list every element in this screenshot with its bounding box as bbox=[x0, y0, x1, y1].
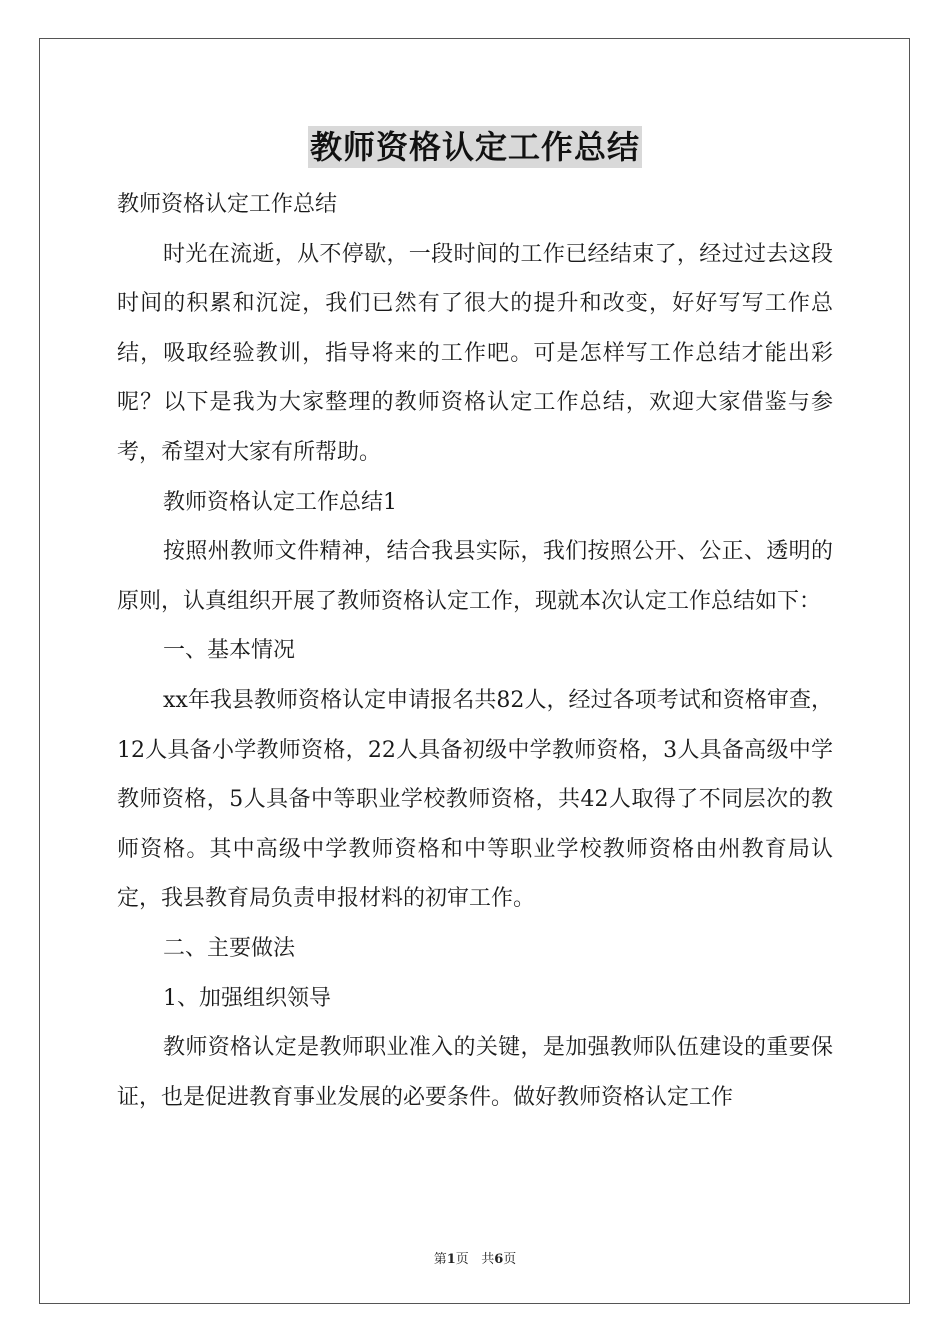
document-title: 教师资格认定工作总结 bbox=[309, 128, 640, 166]
total-pages: 6 bbox=[494, 1252, 504, 1267]
section-heading: 二、主要做法 bbox=[163, 935, 296, 961]
total-label-prefix: 共 bbox=[481, 1252, 495, 1267]
paragraph: 按照州教师文件精神，结合我县实际，我们按照公开、公正、透明的原则，认真组织开展了教师资格认定工作，现就本次认定工作总结如下： bbox=[117, 539, 833, 614]
title-container bbox=[0, 126, 950, 168]
paragraph: 教师资格认定工作总结 bbox=[117, 192, 338, 217]
paragraph: xx年我县教师资格认定申请报名共82人，经过各项考试和资格审查，12人具备小学教师资格，22人具备初级中学教师资格，3人具备高级中学教师资格，5人具备中等职业学校教师资格，共42人取得了不同层次的教师资格。其中高级中学教师资格和中等职业学校教师资格由州教育局认定，我县教育局负责申报材料的初审工作。 bbox=[117, 687, 833, 912]
page-number: 1 bbox=[446, 1252, 456, 1267]
paragraph: 时光在流逝，从不停歇，一段时间的工作已经结束了，经过过去这段时间的积累和沉淀，我们已然有了很大的提升和改变，好好写写工作总结，吸取经验教训，指导将来的工作吧。可是怎样写工作总结才能出彩呢？以下是我为大家整理的教师资格认定工作总结，欢迎大家借鉴与参考，希望对大家有所帮助。 bbox=[117, 241, 833, 465]
page-label-suffix: 页 bbox=[455, 1252, 469, 1267]
total-label-suffix: 页 bbox=[503, 1252, 517, 1267]
document-body bbox=[117, 180, 833, 1122]
section-heading: 教师资格认定工作总结1 bbox=[163, 489, 397, 515]
paragraph: 教师资格认定是教师职业准入的关键，是加强教师队伍建设的重要保证，也是促进教育事业发展的必要条件。做好教师资格认定工作 bbox=[117, 1035, 833, 1110]
section-heading: 一、基本情况 bbox=[163, 638, 296, 664]
page-footer bbox=[0, 1248, 950, 1267]
subsection-heading: 1、加强组织领导 bbox=[163, 985, 331, 1011]
page-label-prefix: 第 bbox=[433, 1252, 447, 1267]
